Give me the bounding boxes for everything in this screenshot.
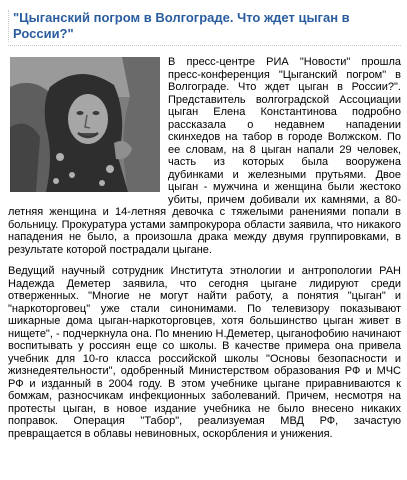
article-title: "Цыганский погром в Волгограде. Что ждет цыган в России?" bbox=[8, 10, 401, 42]
article-paragraph-2: Ведущий научный сотрудник Института этнологии и антропологии РАН Надежда Деметер заявила, что сегодня цыгане лидируют среди отверженных. "Многие не могут найти работу, а понятия "цыган" и "наркоторговец" уже стали синонимами. По телевизору показывают шикарные дома цыган-наркоторговцев, хотя большинство цыган живет в нищете", - подчеркнула она. По мнению Н.Деметер, цыганофобию начинают воспитывать у россиян еще со школы. В качестве примера она привела учебник для 10-го класса российской школы "Основы безопасности и жизнедеятельности", одобренный Министерством образования РФ и МЧС РФ и изданный в 2004 году. В этом учебнике цыгане приравниваются к бомжам, разносчикам инфекционных заболеваний. Причем, несмотря на протесты цыган, в новое издание учебника не было внесено никаких поправок. Операция "Табор", реализуемая МВД РФ, зачастую превращается в облавы невиновных, оскорбления и унижения. bbox=[8, 265, 401, 440]
photo-illustration bbox=[10, 57, 160, 192]
article-paragraph-1: В пресс-центре РИА "Новости" прошла пресс-конференция "Цыганский погром" в Волгограде. Что ждет цыган в России?". Представитель волгоградской Ассоциации цыган Елена Константинова подробно рассказала о недавнем нападении скинхедов на табор в городе Волжском. По ее словам, на 8 цыган напали 29 человек, часть из которых была вооружена дубинками и железными прутьями. Двое цыган - мужчина и женщина были жестоко убиты, причем добивали их камнями, а 80-летняя женщина и 14-летняя девочка с тяжелыми ранениями попали в больницу. Прокуратура устами зампрокурора области заявила, что никакого нападения не было, а произошла драка между двумя группировками, в результате которой пострадали цыгане. bbox=[8, 56, 401, 256]
article bbox=[8, 10, 401, 449]
title-divider bbox=[8, 45, 401, 46]
article-photo bbox=[10, 57, 160, 192]
